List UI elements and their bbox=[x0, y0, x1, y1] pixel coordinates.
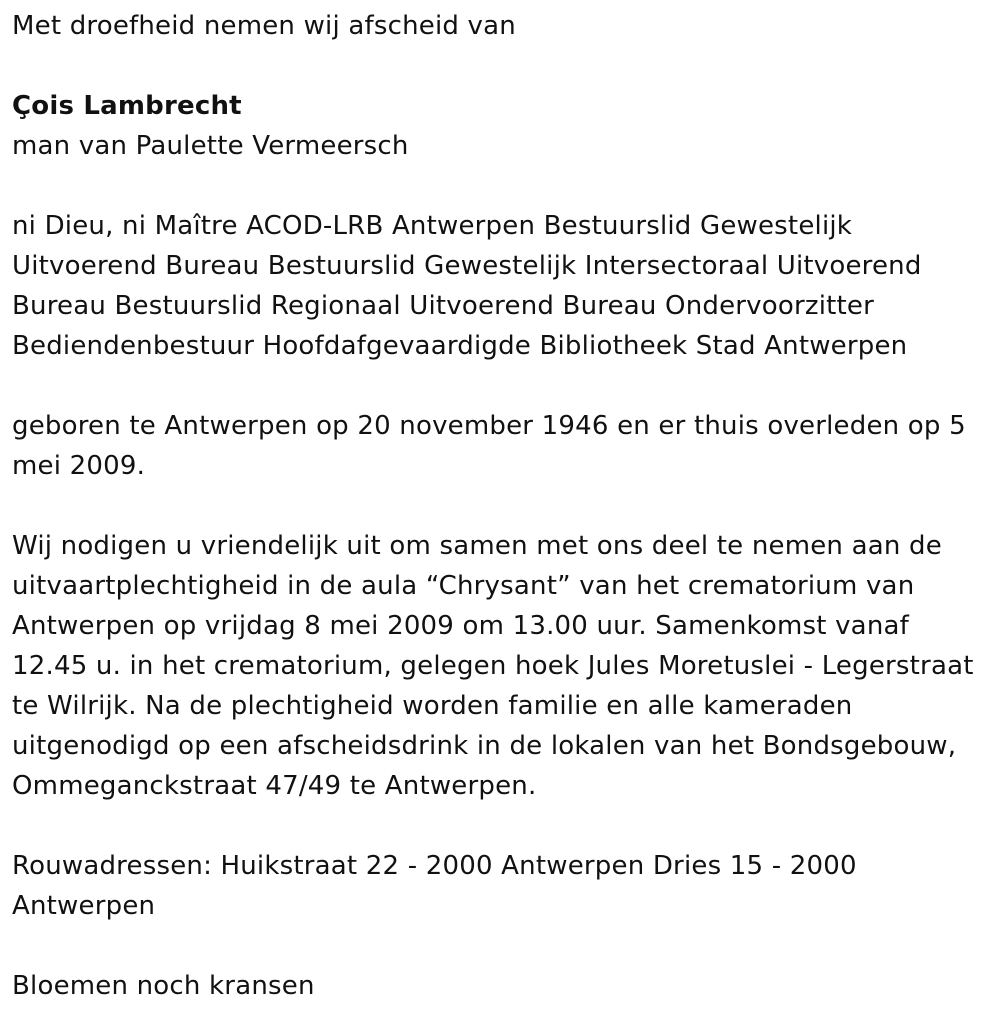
intro-line: Met droefheid nemen wij afscheid van bbox=[12, 11, 516, 41]
obituary-notice bbox=[12, 6, 987, 1006]
invitation-paragraph: Wij nodigen u vriendelijk uit om samen met ons deel te nemen aan de uitvaartplechtigheid in de aula “Chrysant” van het crematorium van Antwerpen op vrijdag 8 mei 2009 om 13.00 uur. Samenkomst vanaf 12.45 u. in het crematorium, gelegen hoek Jules Moretuslei - Legerstraat te Wilrijk. Na de plechtigheid worden familie en alle kameraden uitgenodigd op een afscheidsdrink in de lokalen van het Bondsgebouw, Ommeganckstraat 47/49 te Antwerpen. bbox=[12, 531, 974, 801]
spacer bbox=[12, 806, 987, 846]
deceased-name: Çois Lambrecht bbox=[12, 91, 242, 121]
spacer bbox=[12, 366, 987, 406]
spouse-line: man van Paulette Vermeersch bbox=[12, 131, 409, 161]
roles-paragraph: ni Dieu, ni Maître ACOD-LRB Antwerpen Bestuurslid Gewestelijk Uitvoerend Bureau Bestuurslid Gewestelijk Intersectoraal Uitvoerend Bureau Bestuurslid Regionaal Uitvoerend Bureau Ondervoorzitter Bediendenbestuur Hoofdafgevaardigde Bibliotheek Stad Antwerpen bbox=[12, 211, 922, 361]
spacer bbox=[12, 926, 987, 966]
spacer bbox=[12, 46, 987, 86]
mourning-addresses: Rouwadressen: Huikstraat 22 - 2000 Antwerpen Dries 15 - 2000 Antwerpen bbox=[12, 851, 857, 921]
flowers-note: Bloemen noch kransen bbox=[12, 971, 315, 1001]
spacer bbox=[12, 166, 987, 206]
spacer bbox=[12, 486, 987, 526]
birth-death-paragraph: geboren te Antwerpen op 20 november 1946 en er thuis overleden op 5 mei 2009. bbox=[12, 411, 966, 481]
